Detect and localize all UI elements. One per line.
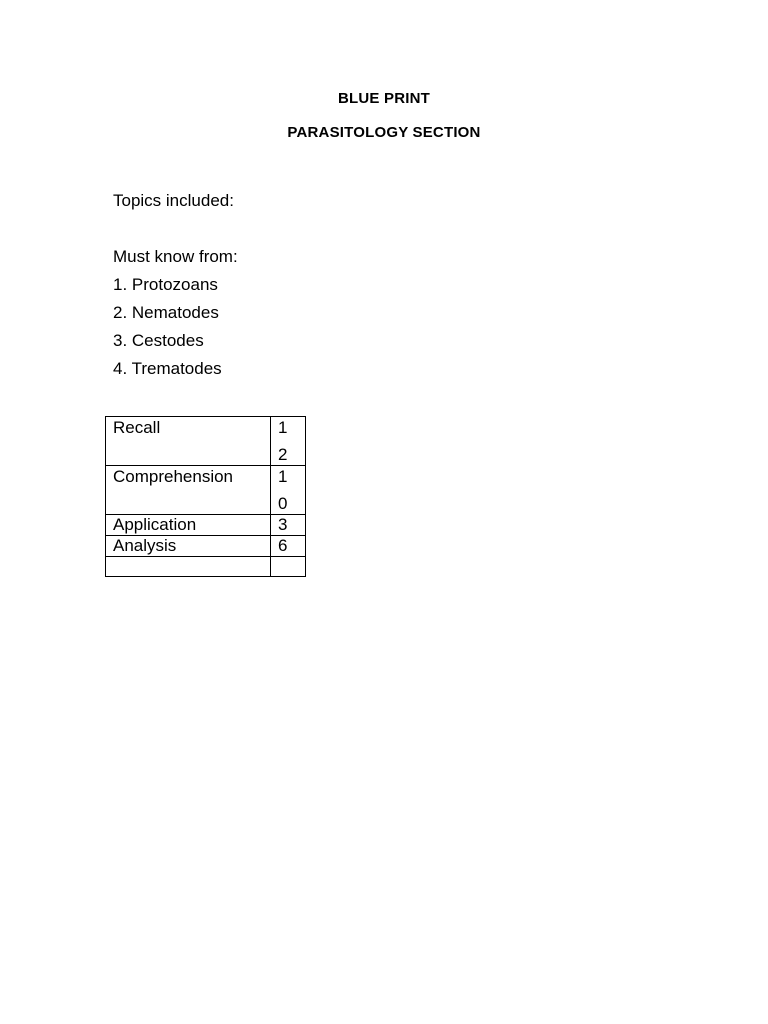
- topic-item-protozoans: 1. Protozoans: [113, 275, 218, 294]
- comprehension-label: Comprehension: [106, 466, 271, 515]
- table-row-analysis: [106, 536, 306, 557]
- blueprint-table: [105, 416, 306, 577]
- table-row-recall: [106, 417, 306, 466]
- empty-value-cell: [271, 557, 306, 577]
- comprehension-value-digit-2: 0: [278, 494, 288, 513]
- analysis-label: Analysis: [106, 536, 271, 557]
- must-know-heading: Must know from:: [113, 247, 238, 266]
- comprehension-value-digit-1: 1: [278, 467, 288, 486]
- recall-value-digit-1: 1: [278, 418, 288, 437]
- document-title: BLUE PRINT: [338, 90, 430, 107]
- recall-value: [271, 417, 306, 466]
- comprehension-value: [271, 466, 306, 515]
- topic-list: [113, 275, 222, 387]
- analysis-value: 6: [271, 536, 306, 557]
- recall-value-digit-2: 2: [278, 445, 288, 464]
- application-value: 3: [271, 515, 306, 536]
- topic-item-nematodes: 2. Nematodes: [113, 303, 219, 322]
- empty-label-cell: [106, 557, 271, 577]
- recall-label: Recall: [106, 417, 271, 466]
- topics-heading: Topics included:: [113, 191, 234, 210]
- table-row-application: [106, 515, 306, 536]
- topic-item-cestodes: 3. Cestodes: [113, 331, 204, 350]
- application-label: Application: [106, 515, 271, 536]
- document-subtitle: PARASITOLOGY SECTION: [287, 124, 481, 141]
- table-row-comprehension: [106, 466, 306, 515]
- topic-item-trematodes: 4. Trematodes: [113, 359, 222, 378]
- table-row-empty: [106, 557, 306, 577]
